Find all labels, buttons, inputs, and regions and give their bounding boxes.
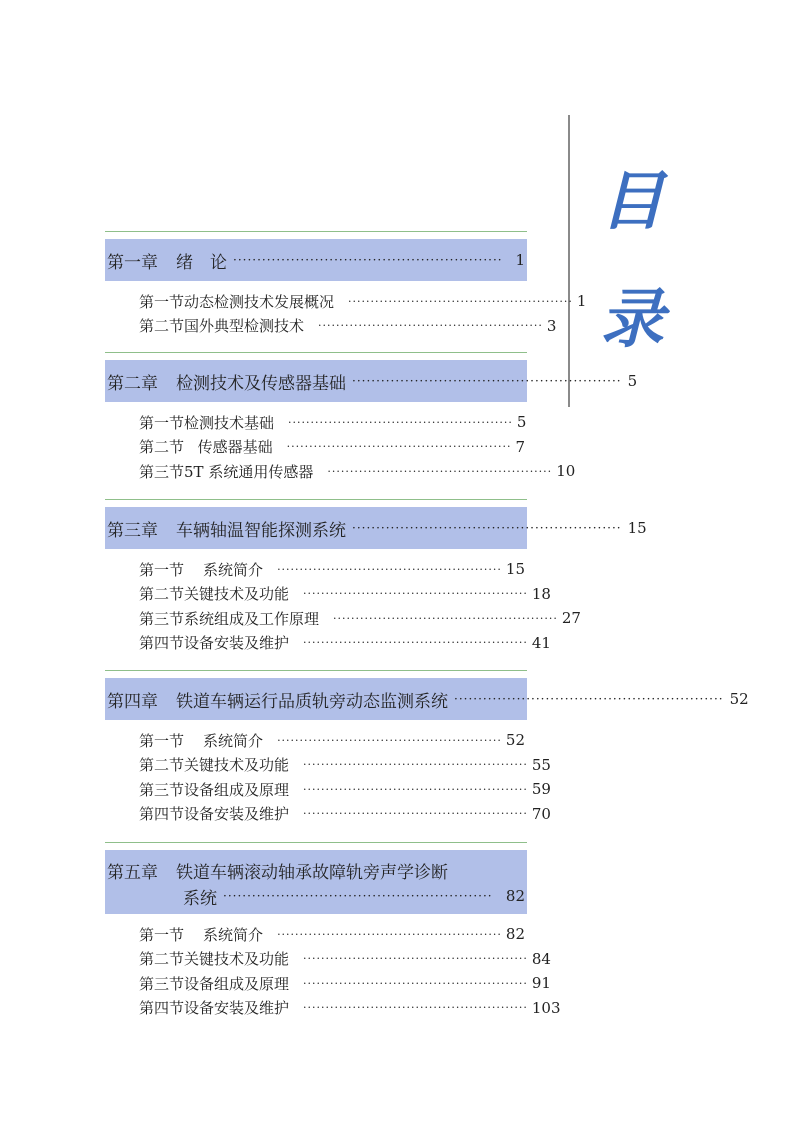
section-number: 第三节	[139, 609, 185, 628]
section-page: 52	[505, 731, 525, 750]
section-page: 59	[531, 780, 551, 799]
leader-dots: ························································	[233, 253, 503, 267]
chapter-2	[105, 352, 638, 484]
section-entry[interactable]	[105, 777, 551, 802]
leader-dots: ··················································	[303, 1001, 528, 1015]
leader-dots: ··················································	[288, 415, 513, 429]
leader-dots: ··················································	[303, 976, 528, 990]
leader-dots: ··················································	[277, 562, 502, 576]
section-entry[interactable]	[105, 753, 551, 778]
section-number: 第三节	[139, 780, 185, 799]
section-page: 7	[515, 437, 525, 456]
section-page: 103	[531, 998, 561, 1017]
chapter-number: 第五章	[107, 862, 158, 883]
section-title: 关键技术及功能	[184, 950, 290, 969]
section-title: 系统简介	[203, 560, 264, 579]
section-title: 5T 系统通用传感器	[184, 462, 314, 481]
chapter-page: 5	[627, 372, 638, 390]
section-entry[interactable]	[105, 606, 581, 631]
section-entry[interactable]	[105, 631, 551, 656]
section-title: 传感器基础	[197, 438, 273, 457]
section-title: 设备安装及维护	[184, 634, 290, 653]
section-page: 10	[556, 462, 576, 481]
section-title: 设备安装及维护	[184, 999, 290, 1018]
section-entry[interactable]	[105, 996, 561, 1021]
section-entry[interactable]	[105, 557, 527, 582]
leader-dots: ··················································	[318, 319, 543, 333]
section-title: 系统组成及工作原理	[184, 609, 320, 628]
leader-dots: ························································	[352, 521, 622, 535]
chapter-heading[interactable]	[105, 507, 647, 549]
leader-dots: ··················································	[333, 611, 558, 625]
chapter-page: 15	[627, 519, 647, 537]
section-page: 5	[516, 413, 527, 432]
leader-dots: ························································	[352, 374, 622, 388]
section-entry[interactable]	[105, 971, 551, 996]
chapter-1	[105, 231, 587, 338]
chapter-number: 第二章	[107, 373, 158, 394]
section-number: 第四节	[139, 805, 185, 824]
leader-dots: ··················································	[303, 782, 528, 796]
leader-dots: ··················································	[327, 464, 553, 478]
section-number: 第二节	[139, 438, 185, 457]
section-number: 第四节	[139, 634, 185, 653]
chapter-3	[105, 499, 647, 655]
leader-dots: ··················································	[303, 587, 528, 601]
section-entry[interactable]	[105, 289, 587, 314]
chapter-number: 第一章	[107, 252, 158, 273]
page-title-char-2: 录	[600, 283, 664, 357]
section-title: 系统简介	[203, 925, 264, 944]
section-page: 82	[505, 925, 525, 944]
chapter-number: 第三章	[107, 520, 158, 541]
chapter-heading[interactable]	[105, 678, 749, 720]
section-page: 91	[531, 974, 551, 993]
section-title: 设备安装及维护	[184, 805, 290, 824]
section-page: 55	[531, 755, 551, 774]
chapter-page: 52	[729, 690, 749, 708]
section-page: 84	[531, 949, 551, 968]
chapter-heading[interactable]	[105, 360, 638, 402]
chapter-number: 第四章	[107, 691, 158, 712]
section-title: 关键技术及功能	[184, 756, 290, 775]
chapter-title: 铁道车辆运行品质轨旁动态监测系统	[176, 691, 448, 712]
section-entry[interactable]	[105, 459, 576, 484]
section-page: 27	[561, 609, 581, 628]
chapter-heading[interactable]	[105, 239, 527, 281]
chapter-title-continued: 系统	[183, 888, 217, 909]
section-title: 关键技术及功能	[184, 585, 290, 604]
section-number: 第三节	[139, 974, 185, 993]
page-title-char-1: 目	[600, 165, 664, 239]
section-title: 国外典型检测技术	[184, 317, 305, 336]
leader-dots: ··················································	[303, 758, 528, 772]
section-title: 设备组成及原理	[184, 780, 290, 799]
chapter-heading[interactable]	[105, 850, 527, 914]
section-number: 第一节	[139, 560, 185, 579]
section-entry[interactable]	[105, 314, 557, 339]
section-page: 70	[531, 804, 551, 823]
section-number: 第二节	[139, 585, 185, 604]
section-title: 系统简介	[203, 731, 264, 750]
section-title: 动态检测技术发展概况	[184, 292, 335, 311]
section-page: 15	[505, 560, 525, 579]
section-title: 检测技术基础	[184, 413, 275, 432]
chapter-title: 车辆轴温智能探测系统	[176, 520, 346, 541]
section-entry[interactable]	[105, 435, 527, 460]
leader-dots: ··················································	[277, 733, 502, 747]
leader-dots: ··················································	[303, 807, 528, 821]
chapter-page: 1	[515, 251, 525, 269]
chapter-page: 82	[505, 887, 525, 905]
section-page: 18	[531, 584, 551, 603]
section-page: 3	[546, 316, 557, 335]
section-entry[interactable]	[105, 582, 551, 607]
section-number: 第一节	[139, 413, 185, 432]
section-number: 第一节	[139, 925, 185, 944]
section-number: 第三节	[139, 462, 185, 481]
section-entry[interactable]	[105, 802, 551, 827]
leader-dots: ··················································	[303, 952, 528, 966]
chapter-5	[105, 842, 561, 1020]
leader-dots: ························································	[454, 692, 724, 706]
section-number: 第一节	[139, 731, 185, 750]
chapter-title: 铁道车辆滚动轴承故障轨旁声学诊断	[176, 862, 448, 883]
chapter-4	[105, 670, 749, 826]
section-page: 41	[531, 633, 551, 652]
section-number: 第二节	[139, 317, 185, 336]
section-number: 第四节	[139, 999, 185, 1018]
leader-dots: ··················································	[303, 636, 528, 650]
chapter-title: 检测技术及传感器基础	[176, 373, 346, 394]
leader-dots: ··················································	[348, 294, 573, 308]
section-number: 第二节	[139, 950, 185, 969]
chapter-title: 绪 论	[176, 252, 227, 273]
section-number: 第二节	[139, 756, 185, 775]
section-number: 第一节	[139, 292, 185, 311]
leader-dots: ··················································	[277, 927, 502, 941]
leader-dots: ··················································	[286, 440, 512, 454]
section-title: 设备组成及原理	[184, 974, 290, 993]
divider-line	[568, 115, 570, 407]
section-entry[interactable]	[105, 922, 527, 947]
leader-dots: ························································	[223, 889, 493, 903]
section-entry[interactable]	[105, 410, 527, 435]
section-entry[interactable]	[105, 728, 527, 753]
section-page: 1	[576, 292, 587, 311]
section-entry[interactable]	[105, 947, 551, 972]
